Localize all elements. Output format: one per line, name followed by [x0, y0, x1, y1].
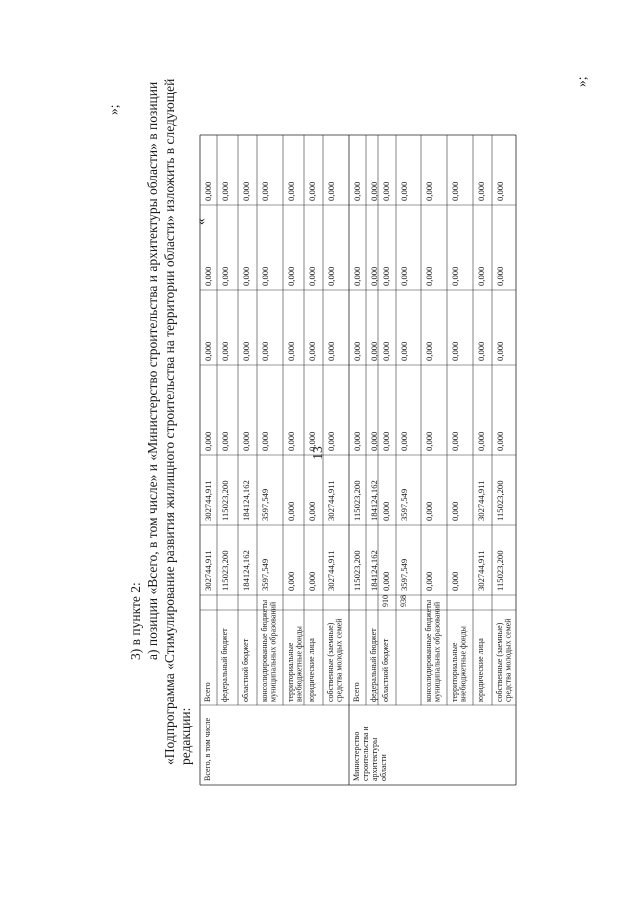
ministry-value-cell: 0,000	[352, 266, 362, 286]
total-value-cell: 0,000	[220, 341, 230, 361]
group-label-ministry: Министерство	[352, 731, 361, 781]
ministry-row-label: муниципальных образований	[432, 601, 442, 702]
total-row-label: собственные (заемные)	[326, 622, 335, 702]
open-quote: «	[193, 218, 208, 225]
group-label-ministry: архитектуры	[370, 737, 379, 781]
page-number: 13	[310, 446, 325, 460]
ministry-value-cell: 115023,200	[352, 480, 362, 521]
ministry-value-cell: 0,000	[450, 571, 460, 591]
ministry-value-cell: 0,000	[495, 181, 505, 201]
ministry-value-cell: 0,000	[450, 501, 460, 521]
total-value-cell: 0,000	[220, 431, 230, 451]
close-quote-top: »;	[106, 104, 121, 115]
ministry-value-cell: 0,000	[399, 181, 409, 201]
close-quote-bottom: »;	[574, 76, 589, 87]
total-value-cell: 0,000	[286, 431, 296, 451]
total-row-label: юридические лица	[307, 638, 316, 702]
ministry-value-cell: 0,000	[352, 181, 362, 201]
total-value-cell: 0,000	[203, 181, 213, 201]
total-value-cell: 0,000	[326, 266, 336, 286]
total-value-cell: 0,000	[307, 501, 317, 521]
ministry-value-cell: 0,000	[369, 181, 379, 201]
intro-line-3: «Подпрограмма «Стимулирование развития жилищного строительства на территории области» изложить в следующей	[162, 78, 177, 765]
ministry-value-cell: 0,000	[352, 341, 362, 361]
total-row-label: территориальные	[286, 642, 295, 702]
total-value-cell: 0,000	[260, 181, 270, 201]
total-value-cell: 0,000	[307, 266, 317, 286]
total-value-cell: 302744,911	[326, 480, 336, 521]
group-label-ministry: области	[379, 754, 388, 781]
ministry-row-label: федеральный бюджет	[369, 628, 378, 702]
total-row-label: областной бюджет	[241, 638, 250, 702]
ministry-row-label: собственные (заемные)	[495, 622, 504, 702]
group-label-ministry: строительства и	[361, 726, 370, 781]
total-value-cell: 0,000	[326, 181, 336, 201]
total-value-cell: 0,000	[286, 181, 296, 201]
ministry-value-cell: 0,000	[369, 341, 379, 361]
ministry-value-cell: 0,000	[381, 571, 391, 591]
ministry-value-cell: 115023,200	[352, 550, 362, 591]
total-value-cell: 184124,162	[241, 480, 251, 521]
total-value-cell: 0,000	[241, 266, 251, 286]
ministry-value-cell: 0,000	[381, 341, 391, 361]
total-value-cell: 0,000	[307, 181, 317, 201]
intro-line-4: редакции:	[178, 707, 193, 765]
total-value-cell: 3597,549	[260, 558, 270, 591]
ministry-value-cell: 184124,162	[369, 550, 379, 591]
budget-code: 938	[399, 595, 408, 607]
ministry-value-cell: 0,000	[399, 431, 409, 451]
total-value-cell: 0,000	[220, 181, 230, 201]
ministry-row-label: юридические лица	[476, 638, 485, 702]
ministry-row-label: внебюджетные фонды	[458, 626, 468, 702]
total-value-cell: 0,000	[307, 341, 317, 361]
ministry-value-cell: 0,000	[399, 341, 409, 361]
ministry-value-cell: 184124,162	[369, 480, 379, 521]
total-value-cell: 0,000	[260, 341, 270, 361]
ministry-value-cell: 0,000	[381, 501, 391, 521]
ministry-value-cell: 0,000	[369, 266, 379, 286]
total-value-cell: 0,000	[220, 266, 230, 286]
total-value-cell: 302744,911	[326, 550, 336, 591]
ministry-value-cell: 0,000	[450, 431, 460, 451]
rotated-content	[106, 76, 589, 785]
ministry-value-cell: 115023,200	[495, 550, 505, 591]
ministry-value-cell: 0,000	[450, 181, 460, 201]
total-value-cell: 0,000	[241, 181, 251, 201]
total-value-cell: 0,000	[203, 341, 213, 361]
ministry-row-label: территориальные	[450, 642, 459, 702]
ministry-value-cell: 0,000	[450, 341, 460, 361]
total-value-cell: 115023,200	[220, 480, 230, 521]
total-value-cell: 302744,911	[203, 550, 213, 591]
total-value-cell: 302744,911	[203, 480, 213, 521]
total-value-cell: 0,000	[307, 431, 317, 451]
intro-line-1: 3) в пункте 2:	[128, 582, 143, 660]
total-value-cell: 0,000	[286, 341, 296, 361]
ministry-value-cell: 0,000	[369, 431, 379, 451]
total-value-cell: 0,000	[203, 431, 213, 451]
total-row-label: муниципальных образований	[268, 601, 278, 702]
ministry-row-label: средства молодых семей	[503, 618, 513, 702]
total-value-cell: 184124,162	[241, 550, 251, 591]
intro-line-2: а) позиции «Всего, в том числе» и «Министерство строительства и архитектуры области» в позиции	[145, 81, 160, 660]
ministry-value-cell: 0,000	[381, 181, 391, 201]
total-value-cell: 0,000	[203, 266, 213, 286]
ministry-value-cell: 0,000	[381, 431, 391, 451]
ministry-value-cell: 0,000	[424, 341, 434, 361]
ministry-value-cell: 0,000	[476, 181, 486, 201]
ministry-value-cell: 0,000	[399, 266, 409, 286]
ministry-value-cell: 302744,911	[476, 550, 486, 591]
ministry-value-cell: 0,000	[424, 181, 434, 201]
ministry-value-cell: 0,000	[476, 431, 486, 451]
ministry-value-cell: 0,000	[424, 501, 434, 521]
total-row-label: внебюджетные фонды	[294, 626, 304, 702]
total-value-cell: 115023,200	[220, 550, 230, 591]
ministry-value-cell: 302744,911	[476, 480, 486, 521]
ministry-value-cell: 0,000	[381, 266, 391, 286]
ministry-value-cell: 0,000	[495, 431, 505, 451]
total-value-cell: 0,000	[286, 571, 296, 591]
group-label-total: Всего, в том числе	[203, 717, 212, 781]
ministry-value-cell: 0,000	[424, 571, 434, 591]
ministry-row-label: областной бюджет	[381, 638, 390, 702]
budget-code: 910	[381, 595, 390, 607]
total-row-label: федеральный бюджет	[220, 628, 229, 702]
total-value-cell: 0,000	[286, 501, 296, 521]
total-value-cell: 0,000	[241, 341, 251, 361]
ministry-row-label: Всего	[352, 682, 361, 702]
ministry-value-cell: 3597,549	[399, 488, 409, 521]
total-row-label: консолидированные бюджеты	[260, 599, 269, 702]
ministry-value-cell: 0,000	[476, 266, 486, 286]
total-row-label: Всего	[203, 682, 212, 702]
total-value-cell: 0,000	[307, 571, 317, 591]
total-value-cell: 0,000	[260, 431, 270, 451]
ministry-value-cell: 3597,549	[399, 558, 409, 591]
total-value-cell: 0,000	[241, 431, 251, 451]
total-value-cell: 0,000	[260, 266, 270, 286]
budget-table	[200, 135, 516, 785]
ministry-row-label: консолидированные бюджеты	[424, 599, 433, 702]
ministry-value-cell: 0,000	[352, 431, 362, 451]
ministry-value-cell: 0,000	[450, 266, 460, 286]
total-value-cell: 0,000	[326, 431, 336, 451]
total-value-cell: 0,000	[326, 341, 336, 361]
ministry-value-cell: 0,000	[424, 431, 434, 451]
ministry-value-cell: 0,000	[476, 341, 486, 361]
ministry-value-cell: 0,000	[424, 266, 434, 286]
ministry-value-cell: 0,000	[495, 266, 505, 286]
ministry-value-cell: 0,000	[495, 341, 505, 361]
ministry-value-cell: 115023,200	[495, 480, 505, 521]
total-value-cell: 0,000	[286, 266, 296, 286]
total-row-label: средства молодых семей	[334, 618, 344, 702]
total-value-cell: 3597,549	[260, 488, 270, 521]
